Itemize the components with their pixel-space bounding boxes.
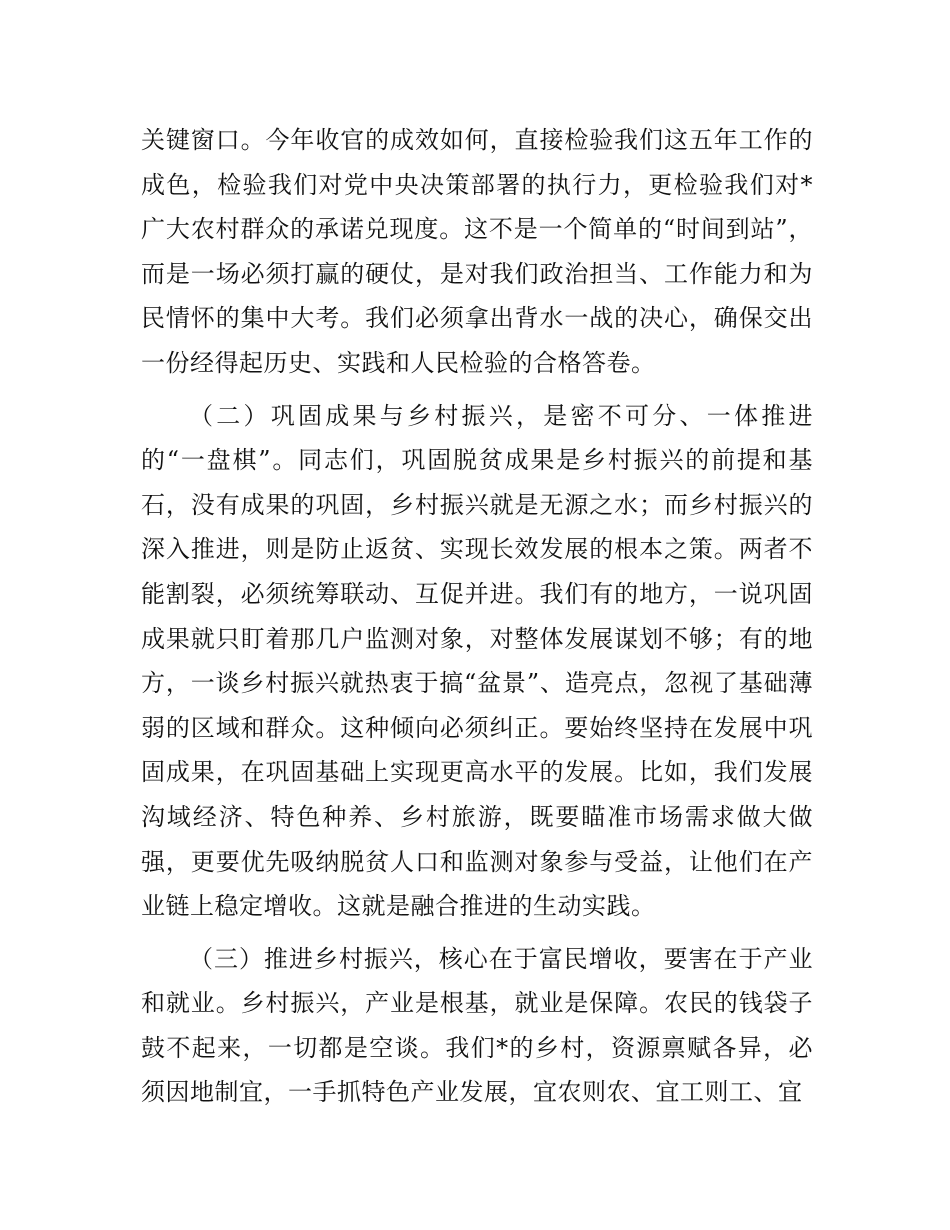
- paragraph-spacer: [141, 386, 813, 394]
- paragraph-1: 关键窗口。今年收官的成效如何，直接检验我们这五年工作的成色，检验我们对党中央决策部署的执行力，更检验我们对*广大农村群众的承诺兑现度。这不是一个简单的“时间到站”，而是一场必须打赢的硬仗，是对我们政治担当、工作能力和为民情怀的集中大考。我们必须拿出背水一战的决心，确保交出一份经得起历史、实践和人民检验的合格答卷。: [141, 126, 813, 377]
- document-body: [141, 118, 813, 1115]
- paragraph-3: （三）推进乡村振兴，核心在于富民增收，要害在于产业和就业。乡村振兴，产业是根基，就业是保障。农民的钱袋子鼓不起来，一切都是空谈。我们*的乡村，资源禀赋各异，必须因地制宜，一手抓特色产业发展，宜农则农、宜工则工、宜: [141, 944, 813, 1107]
- paragraph-2: （二）巩固成果与乡村振兴，是密不可分、一体推进的“一盘棋”。同志们，巩固脱贫成果是乡村振兴的前提和基石，没有成果的巩固，乡村振兴就是无源之水；而乡村振兴的深入推进，则是防止返贫、实现长效发展的根本之策。两者不能割裂，必须统筹联动、互促并进。我们有的地方，一说巩固成果就只盯着那几户监测对象，对整体发展谋划不够；有的地方，一谈乡村振兴就热衷于搞“盆景”、造亮点，忽视了基础薄弱的区域和群众。这种倾向必须纠正。要始终坚持在发展中巩固成果，在巩固基础上实现更高水平的发展。比如，我们发展沟域经济、特色种养、乡村旅游，既要瞄准市场需求做大做强，更要优先吸纳脱贫人口和监测对象参与受益，让他们在产业链上稳定增收。这就是融合推进的生动实践。: [141, 401, 813, 921]
- paragraph-spacer: [141, 929, 813, 937]
